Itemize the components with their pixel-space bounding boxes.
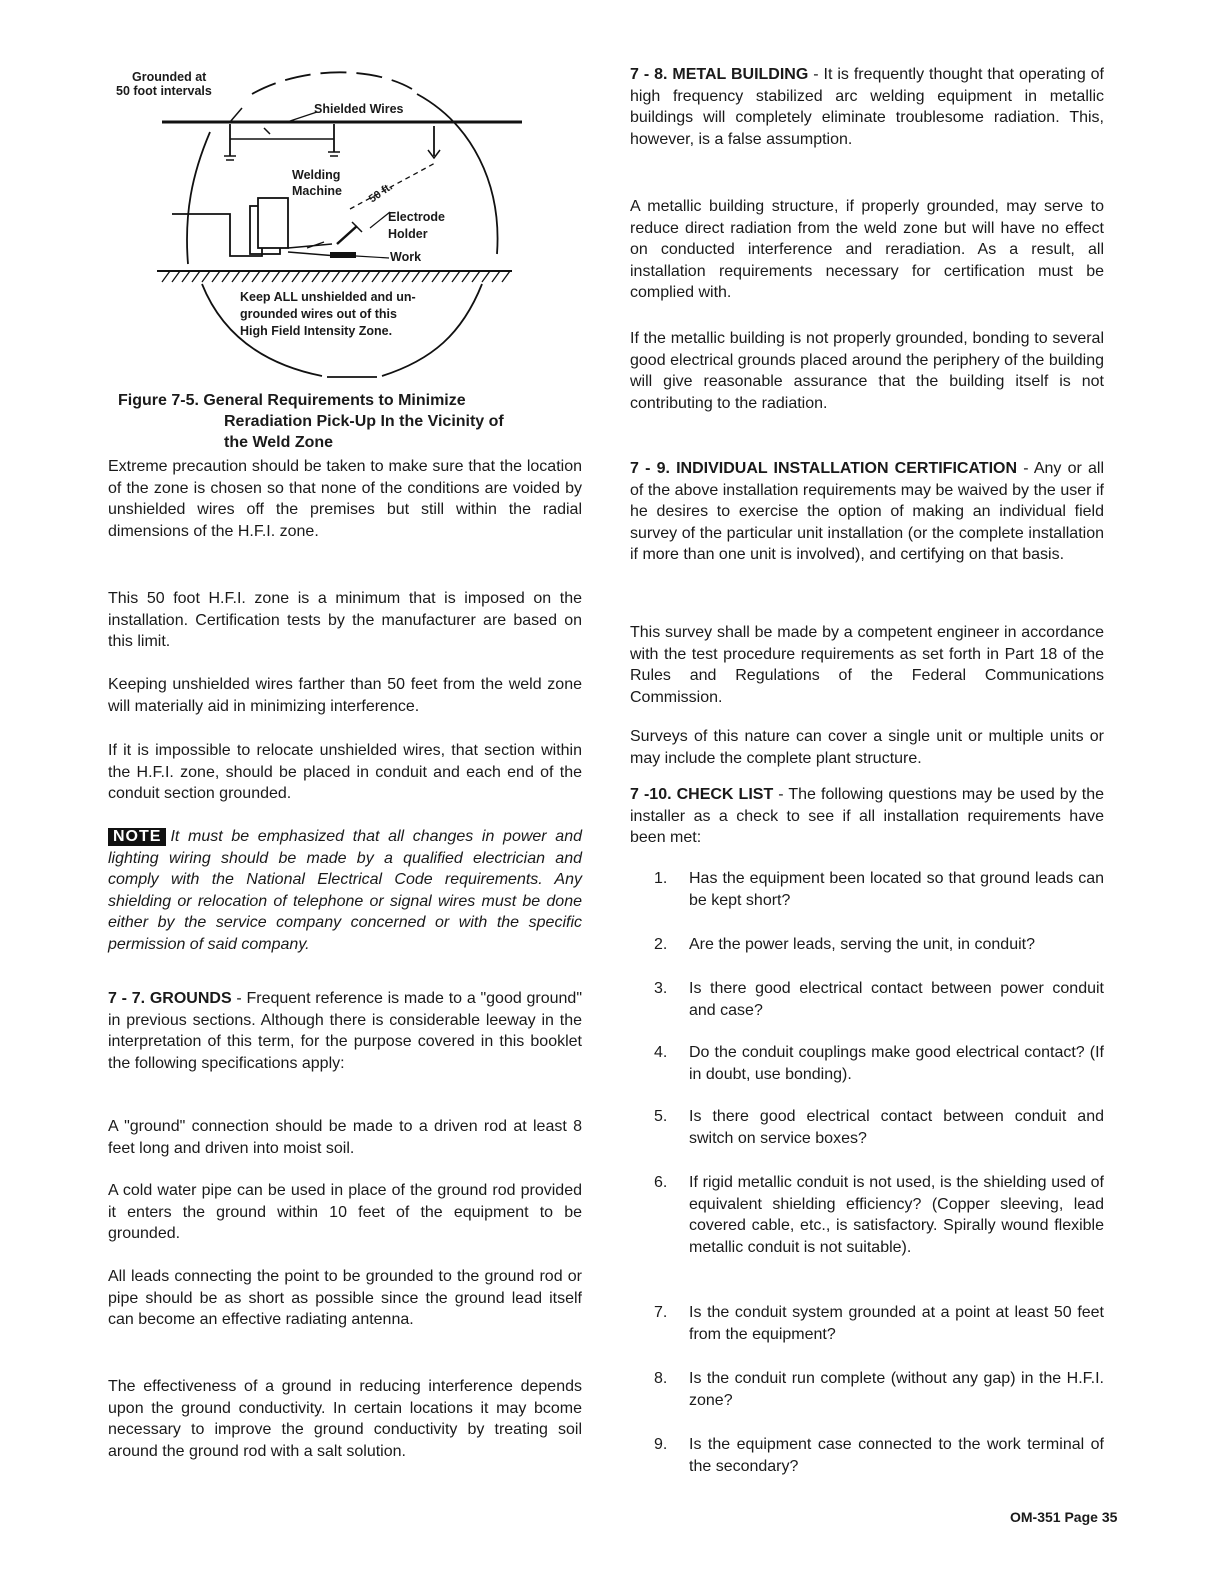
paragraph: If it is impossible to relocate unshielded wires, that section within the H.F.I. zone, should be placed in conduit and each end of the conduit section grounded. <box>108 742 582 802</box>
paragraph: A cold water pipe can be used in place of the ground rod provided it enters the ground within 10 feet of the equipment to be grounded. <box>108 1182 582 1242</box>
item-number: 5. <box>654 1108 668 1125</box>
item-number: 9. <box>654 1436 668 1453</box>
label-keep-2: grounded wires out of this <box>240 307 397 321</box>
paragraph: Extreme precaution should be taken to make sure that the location of the zone is chosen so that none of the conditions are voided by unshielded wires off the premises but still within the radial dimensions of the H.F.I. zone. <box>108 458 582 540</box>
section-text: - Frequent reference is made to a "good ground" in previous sections. Although there is considerable leeway in the interpretation of this term, for the purpose covered in this booklet the following specifications apply: <box>108 990 582 1072</box>
paragraph: This 50 foot H.F.I. zone is a minimum that is imposed on the installation. Certification tests by the manufacturer are based on this limit. <box>108 590 582 650</box>
label-shielded-wires: Shielded Wires <box>314 102 404 116</box>
certification-section <box>630 458 1104 566</box>
label-machine: Machine <box>292 184 343 198</box>
check-list-section <box>630 784 1104 849</box>
section-heading: 7 - 7. GROUNDS <box>108 990 232 1007</box>
label-keep-1: Keep ALL unshielded and un- <box>240 290 416 304</box>
item-text: Is the conduit system grounded at a point at least 50 feet from the equipment? <box>689 1304 1104 1343</box>
paragraph: This survey shall be made by a competent engineer in accordance with the test procedure requirements as set forth in Part 18 of the Rules and Regulations of the Federal Communications Commission. <box>630 624 1104 706</box>
item-text: If rigid metallic conduit is not used, is the shielding used of equivalent shielding efficiency? (Copper sleeving, lead covered cable, etc., is satisfactory. Spirally wound flexible metallic conduit is not suitable). <box>689 1174 1104 1256</box>
note-text: It must be emphasized that all changes in power and lighting wiring should be made by a qualified electrician and comply with the National Electrical Code requirements. Any shielding or relocation of telephone or signal wires must be done either by the service company concerned or with the specific permission of said company. <box>108 828 582 953</box>
paragraph: The effectiveness of a ground in reducing interference depends upon the ground conductivity. In certain locations it may bcome necessary to improve the ground conductivity by treating soil around the ground rod with a salt solution. <box>108 1378 582 1460</box>
paragraph: A metallic building structure, if properly grounded, may serve to reduce direct radiation from the weld zone but will have no effect on conducted interference and reradiation. As a result, all installation requirements necessary for certification must be complied with. <box>630 198 1104 301</box>
caption-line-1: Figure 7-5. General Requirements to Minimize <box>118 392 466 409</box>
item-number: 4. <box>654 1044 668 1061</box>
note-paragraph <box>108 826 582 955</box>
label-grounded: Grounded at <box>132 70 207 84</box>
item-text: Is there good electrical contact between conduit and switch on service boxes? <box>689 1108 1104 1147</box>
paragraph: A "ground" connection should be made to a driven rod at least 8 feet long and driven into moist soil. <box>108 1118 582 1157</box>
section-heading: 7 - 9. INDIVIDUAL INSTALLATION CERTIFICATION <box>630 460 1018 477</box>
figure-caption <box>118 390 588 453</box>
label-electrode: Electrode <box>388 210 445 224</box>
caption-line-3: the Weld Zone <box>224 434 334 451</box>
label-welding: Welding <box>292 168 341 182</box>
caption-line-2: Reradiation Pick-Up In the Vicinity of <box>224 413 504 430</box>
section-text: - It is frequently thought that operating of high frequency stabilized arc welding equipment in metallic buildings will completely eliminate troublesome radiation. This, however, is a false assumption. <box>630 66 1104 148</box>
item-number: 3. <box>654 980 668 997</box>
item-number: 6. <box>654 1174 668 1191</box>
item-number: 2. <box>654 936 668 953</box>
paragraph: If the metallic building is not properly grounded, bonding to several good electrical grounds placed around the periphery of the building will give reasonable assurance that the building itself is not contributing to the radiation. <box>630 330 1104 412</box>
page-footer: OM-351 Page 35 <box>1010 1509 1118 1525</box>
figure-7-5 <box>112 64 532 384</box>
item-number: 8. <box>654 1370 668 1387</box>
label-interval: 50 foot intervals <box>116 84 212 98</box>
section-heading: 7 -10. CHECK LIST <box>630 786 774 803</box>
item-text: Do the conduit couplings make good electrical contact? (If in doubt, use bonding). <box>689 1044 1104 1083</box>
metal-building-section <box>630 64 1104 150</box>
item-text: Is the conduit run complete (without any gap) in the H.F.I. zone? <box>689 1370 1104 1409</box>
paragraph: Surveys of this nature can cover a single unit or multiple units or may include the complete plant structure. <box>630 728 1104 767</box>
section-text: - The following questions may be used by the installer as a check to see if all installation requirements have been met: <box>630 786 1104 846</box>
label-distance: 50 ft. <box>366 180 395 206</box>
label-keep-3: High Field Intensity Zone. <box>240 324 393 338</box>
label-holder: Holder <box>388 227 428 241</box>
grounds-section <box>108 988 582 1074</box>
item-text: Has the equipment been located so that ground leads can be kept short? <box>689 870 1104 909</box>
section-heading: 7 - 8. METAL BUILDING <box>630 66 809 83</box>
section-text: - Any or all of the above installation requirements may be waived by the user if he desires to exercise the option of making an individual field survey of the particular unit installation (or the complete installation if more than one unit is involved), and certifying on that basis. <box>630 460 1104 563</box>
item-text: Are the power leads, serving the unit, in conduit? <box>689 936 1035 953</box>
item-number: 1. <box>654 870 668 887</box>
paragraph: Keeping unshielded wires farther than 50 feet from the weld zone will materially aid in minimizing interference. <box>108 676 582 715</box>
note-badge: NOTE <box>108 828 166 846</box>
paragraph: All leads connecting the point to be grounded to the ground rod or pipe should be as short as possible since the ground lead itself can become an effective radiating antenna. <box>108 1268 582 1328</box>
label-work: Work <box>390 250 422 264</box>
item-text: Is the equipment case connected to the work terminal of the secondary? <box>689 1436 1104 1475</box>
item-text: Is there good electrical contact between power conduit and case? <box>689 980 1104 1019</box>
item-number: 7. <box>654 1304 668 1321</box>
